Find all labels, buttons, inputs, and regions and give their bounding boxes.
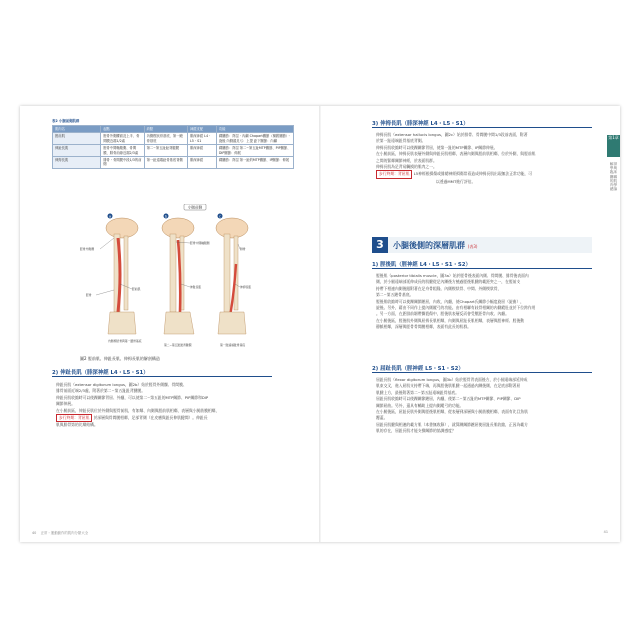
foot-c [218, 312, 246, 334]
origin-cell: 腓骨・骨間膜中段1/3的前側 [101, 157, 144, 169]
nerve-cell: 腓深神經 [187, 145, 216, 157]
page-number: 41 [603, 530, 608, 534]
anatomy-illustration [80, 204, 258, 352]
figure-caption: 圖2 脛前肌、伸趾長肌、伸拇長肌的解剖構造 [80, 356, 160, 361]
sub-2-heading [372, 364, 464, 372]
section-ref: (表3) [467, 244, 478, 249]
table-caption: 表2 小腿前側肌群 [52, 119, 80, 123]
section-2-body [56, 382, 288, 429]
table-header-row [53, 126, 294, 133]
nerve-cell: 腓深神經 [187, 157, 216, 169]
label-b3: 第二~第五趾趾背腱膜 [164, 343, 192, 347]
knee-b [162, 218, 194, 238]
paragraph-line: 伸趾長肌收縮時可以使踝關節背屈、外翻，可以使第二~第五趾的MTP關節、PIP關節和DIP [56, 394, 209, 400]
top-label: 小腿前側 [187, 205, 203, 210]
paragraph-line: 伸拇長肌（extensor hallucis longus，圖2c）始於腓骨、骨間膜中間1/3段前表面，附著 [376, 132, 528, 137]
side-running-text: 解剖學與臨床關聯的肌肉學總論 [609, 162, 618, 192]
sub-1-rule [372, 268, 592, 269]
sub-1-heading [372, 260, 471, 268]
highlight-box: 步行終期：背屈肌 [56, 414, 92, 422]
paragraph-line: 之間的緊鄰關節神經，於表面肌群。 [376, 157, 437, 163]
highlight-box: 步行終期：背屈肌 [376, 170, 412, 178]
label-a2: 脛骨 [86, 293, 92, 297]
sub-2-title: 2) 屈趾長肌（脛神經 L5・S1・S2） [372, 366, 464, 372]
left-page [20, 106, 320, 542]
paragraph-line: 側，於小腿遠端部延伸成長的肌腱從足內踝後方繞過脛後肌腱的載距突之一，在脛前支 [376, 279, 521, 285]
paragraph-line: 在小腿後區，屈趾長肌外側與脛後肌相鄰，從表層到深層與小腿筋膜相鄰，表面有比目魚肌 [376, 409, 528, 415]
table-row [53, 157, 294, 169]
label-a1: 脛骨外側髁 [80, 247, 94, 251]
table-header: 神經支配 [187, 126, 216, 133]
paragraph-line: 屈趾長肌（flexor digitorum longus，圖3b）始於脛骨背表面後方，於小腿遠端部延伸成 [376, 377, 528, 382]
label-c1: 腓骨 [240, 247, 246, 251]
section-2-rule [52, 376, 272, 377]
paragraph-line: 關節屈曲。另外，還具有輔助上提內側縱弓的功能。 [376, 402, 464, 408]
paragraph-line: 肌腱上方，最後附著第二~第五趾遠端趾骨基底。 [376, 389, 459, 395]
paragraph-line: 關節伸展。 [56, 401, 75, 407]
paragraph-line: 靜脈相鄰，深層與脛骨骨間膜相鄰，表面有此長的肌群。 [376, 324, 471, 330]
tibia-c [224, 234, 230, 312]
panel-a-letter: a [108, 214, 112, 219]
paragraph-line [56, 414, 288, 422]
paragraph-line: 。另一方面，在距腓前韌帶撕裂傷中，脛後肌表層反而會受壓距骨內收、內翻。 [376, 311, 509, 317]
insertion-cell: 第一趾遠端趾骨基底背側 [144, 157, 187, 169]
chapter-tab: 第1章 [607, 135, 620, 157]
anatomy-figure [80, 204, 258, 352]
muscle-name: 伸趾長肌 [53, 145, 101, 157]
paragraph-line: 持帶下相連內側後跟附著在足舟骨粗隆、內側楔狀骨、中間、外側楔狀骨， [376, 285, 502, 291]
section-3-rule [372, 127, 592, 128]
paragraph-line: 在小腿前區，伸拇長肌表層外側與伸趾長肌相鄰，表層內側與脛前肌相鄰，位於外側，與脛前肌 [376, 151, 536, 157]
insertion-cell: 第二~第五趾趾背腱膜 [144, 145, 187, 157]
panel-c-letter: c [219, 214, 221, 219]
paragraph-line: 伸拇長肌收縮時可以使踝關節背屈，使第一趾的MTP關節、IP關節伸展。 [376, 144, 498, 150]
label-a4: 內側楔狀骨與第一蹠骨基底 [108, 339, 142, 343]
paragraph-line [376, 170, 600, 178]
section-2-title [52, 368, 149, 376]
book-spread [20, 106, 620, 542]
table-header: 起點 [101, 126, 144, 133]
table-header: 功能 [216, 126, 293, 133]
origin-cell: 脛骨中間軸腹側、骨間膜、腓骨前緣近端2/3處 [101, 145, 144, 157]
sub-1-title: 1) 脛後肌（脛神經 L4・L5・S1・S2） [372, 262, 471, 268]
paragraph-line: 肌束交叉，進入屈肌支持帶下端，再與脛後肌肌腱一起通過內踝後側，在足底部附著屈 [376, 383, 521, 389]
paragraph-line: 覆蓋。 [376, 415, 388, 421]
label-a3: 脛前肌 [132, 287, 141, 291]
footer-text: 正常・運動動作的肌肉分類大全 [40, 531, 89, 535]
paragraph-line: 於第一趾遠端趾骨基底背側。 [376, 138, 426, 144]
foot-b [164, 312, 194, 334]
paragraph-line: 脛後肌（posterior tibialis muscle，圖3a）始於脛骨後表面內側、骨間膜、腓骨後表面內 [376, 273, 529, 278]
muscle-name: 伸拇長肌 [53, 157, 101, 169]
function-cell: 踝關節：背屈 第二~第五趾MTP關節、PIP關節、DIP關節：伸展 [216, 145, 293, 157]
table-header: 終點 [144, 126, 187, 133]
sub-2-body [376, 377, 600, 435]
paragraph-line: 腓骨前面近端2/3處，附著於第二~第五趾趾背腱膜。 [56, 388, 146, 394]
muscle-table [52, 125, 294, 169]
right-page [320, 106, 620, 542]
note-text: L5神經根損傷或腓總神經損傷常看造成伸拇長肌出現無法正常功能，可 [413, 171, 533, 177]
function-cell: 踝關節：背屈 第一趾的MTP關節、IP關節：伸展 [216, 157, 293, 169]
nerve-cell: 腓深神經 L4・L5・S1 [187, 133, 216, 145]
origin-cell: 脛骨外側髁面及上半、骨間膜近端1/2處 [101, 133, 144, 145]
foot-a [108, 312, 136, 334]
paragraph-line: 屈趾長肌腱與相連的載方肌（本書無收錄），就算踝關節蹠屈使屈趾長肌收縮，正因為載方 [376, 421, 528, 427]
sub-2-rule [372, 372, 592, 373]
sub-1-body [376, 273, 600, 331]
label-c3: 第一趾遠端趾骨基底 [220, 343, 246, 347]
label-c2: 伸拇長肌 [240, 285, 252, 289]
paragraph-line: 第二~第五蹠骨基底。 [376, 292, 414, 298]
paragraph-line: 在小腿前區，伸趾長肌位於外側與脛骨前肌，有如鄰、內側與脛前肌相鄰，表層與小腿筋膜相鄰， [56, 407, 220, 413]
function-cell: 踝關節：背屈・內翻 Chopart關節（橫跗關節）・旋後 內側縱足弓：上提 距下關節：內翻 [216, 133, 293, 145]
section-number: 3 [372, 237, 388, 253]
section-2-title-text: 2) 伸趾長肌（腓深神經 L4・L5・S1） [52, 370, 149, 376]
paragraph-line: 屈趾長肌收縮時可以使踝關節蹠屈，內翻，使第二~第五趾的MTP關節、PIP關節、DIP [376, 396, 521, 402]
fibula-a [124, 236, 128, 310]
paragraph-line: 伸趾長肌（extensor digitorum longus，圖2b）始於脛骨外側髁、骨間膜、 [56, 382, 187, 387]
paragraph-line: 肌與腓骨第的比鄰結構。 [56, 422, 98, 428]
label-b2: 伸趾長肌 [190, 285, 202, 289]
section-3-body [376, 132, 600, 185]
extensor-digitorum-longus-muscle [178, 240, 180, 312]
knee-c [216, 218, 248, 238]
insertion-cell: 內側楔狀骨基底、第一蹠骨基底 [144, 133, 187, 145]
section-3-heading [372, 119, 469, 127]
section-title [393, 240, 477, 251]
paragraph-line: 脛後肌收縮時可以使踝關節蹠屈，內收，內翻，使Chopart氏關節小幅度旋屈（旋曲）， [376, 298, 525, 304]
label-b1: 脛骨中間軸腹側 [190, 241, 210, 245]
panel-b-letter: b [164, 214, 168, 219]
knee-a [106, 218, 138, 238]
footer-left [32, 530, 88, 535]
section-3-heading-text: 3) 伸拇長肌（腓深神經 L4・L5・S1） [372, 121, 469, 127]
muscle-name: 脛前肌 [53, 133, 101, 145]
paragraph-line: 伸拇長肌為足背易觸摸的肌肉之一。 [376, 164, 437, 170]
table-header: 肌肉名 [53, 126, 101, 133]
table-row [53, 133, 294, 145]
table-row [53, 145, 294, 157]
paragraph-line: 以透過MMT進行評估。 [436, 178, 476, 184]
paragraph-line-rest: 於深層與骨間膜相鄰，足部背側（在皮膚與趾長伸肌腱間）。伸趾長 [93, 415, 208, 421]
paragraph-line: 在小腿後區，脛後肌外側與屈拇長肌相鄰，內側與屈趾長肌相鄰，表層與脛神經、脛後動 [376, 317, 525, 323]
paragraph-line: 旋後。另外，藉由不同作上提內側縱弓的功能。由有相聯有歧骨相關的內側縱肚並於下位跨作用 [376, 305, 536, 311]
paragraph-line: 肌的存在，屈趾長肌才能支撐關節的協調感度？ [376, 428, 456, 434]
page-number: 40 [32, 531, 37, 535]
tibia-b [170, 234, 176, 312]
section-title-text: 小腿後側的深層肌群 [393, 241, 465, 250]
